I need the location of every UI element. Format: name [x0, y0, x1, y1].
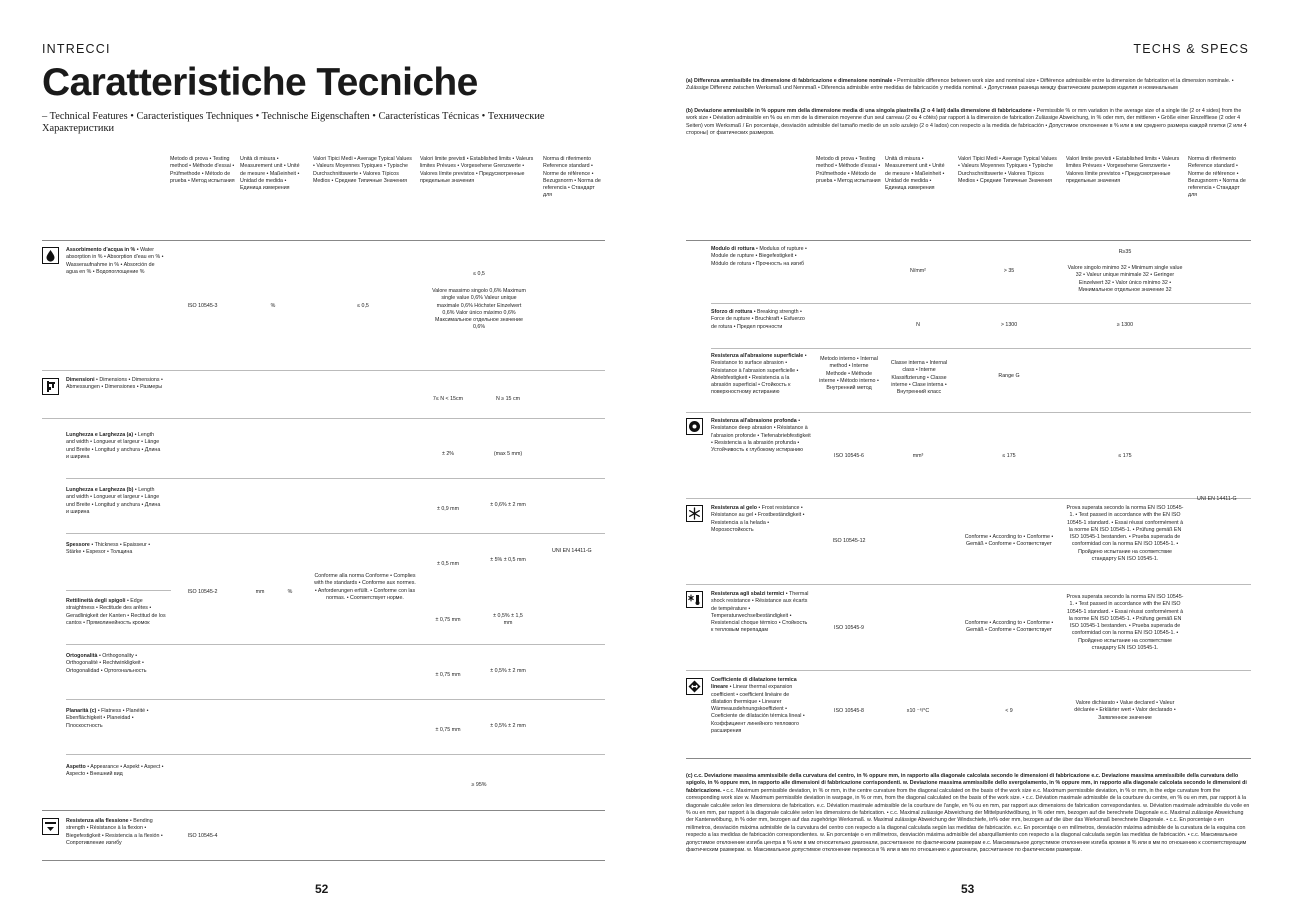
straightness-v2: ± 0,5% ± 1,5 mm [493, 613, 523, 627]
length-b-label: Lunghezza e Larghezza (b) • Length and width • Longueur et largeur • Länge und Breite • Longitud y anchura • Длина и ширина [66, 487, 161, 515]
rupture-typical: > 35 [1003, 268, 1015, 274]
header-method: Metodo di prova • Testing method • Méthode d'essai • Prüfmethode • Método de prueba • Метод испытания [170, 156, 235, 184]
straightness-v1: ± 0,75 mm [435, 617, 461, 623]
row-rule [711, 303, 1251, 304]
page-title: Caratteristiche Tecniche [42, 61, 478, 104]
thermal-expansion-label: Coefficiente di dilatazione termica lineare • Linear thermal expansion coefficient • coefficient linéaire de dilatation thermique • Linearer Wärmeausdehnungskoeffizient • Coeficiente de dilatación térmica lineal • Коэффициент линейного теплового расширения [711, 677, 805, 735]
frost-method: ISO 10545-12 [832, 538, 866, 544]
thermal-expansion-icon [686, 678, 703, 695]
thermal-shock-icon [686, 591, 703, 608]
rupture-limit-top: R≥35 [1118, 249, 1132, 255]
row-rule [42, 418, 605, 419]
header-standard: Norma di riferimento Reference standard • Norme de référence • Bezugsnorm • Norma de referencia • Стандарт для [543, 156, 601, 199]
water-typical: ≤ 0,5 [357, 303, 369, 309]
row-rule [66, 533, 605, 534]
frost-label: Resistenza al gelo • Frost resistance • Résistance au gel • Frostbeständigkeit • Resistencia a la helada • Морозостойкость [711, 505, 805, 533]
water-limit-top: ≤ 0,5 [473, 271, 485, 277]
bending-method: ISO 10545-4 [187, 833, 218, 839]
row-rule [66, 754, 605, 755]
table-bottom-rule [686, 758, 1251, 759]
row-rule [686, 670, 1251, 671]
thermal-shock-limit: Prova superata secondo la norma EN ISO 10545-1. • Test passed in accordance with the EN ISO 10545-1 standard. • Essai réussi conformément à la norme EN ISO 10545-1. • Prüfung gemäß EN ISO 10545-1 bestanden. • Prueba superada de conformidad con la norma EN ISO 10545-1. • Пройдено испытание на соответствие стандарту EN ISO 10545-1. [1066, 594, 1184, 652]
water-limit-text: Valore massimo singolo 0,6% Maximum single value 0,6% Valeur unique maximale 0,6% Höchster Einzelwert 0,6% Valor único máximo 0,6% Максимальное отдельное значение 0,6% [432, 288, 526, 331]
breaking-typical: > 1300 [1000, 322, 1018, 328]
table-top-rule [42, 240, 605, 241]
row-rule [66, 478, 605, 479]
water-method: ISO 10545-3 [187, 303, 218, 309]
dimensions-col1: 7≤ N < 15cm [432, 396, 464, 402]
water-unit: % [270, 303, 276, 309]
appearance-v1: ≥ 95% [471, 782, 487, 788]
orthogonality-label: Ortogonalità • Orthogonality • Orthogonalité • Rechtwinkligkeit • Ortogonalidad • Ортогональность [66, 653, 147, 674]
note-b: (b) Deviazione ammissibile in % oppure mm della dimensione media di una singola piastrella (2 o 4 lati) dalla dimensione di fabbricazione • Permissible % or mm variation in the average size of a single tile (2 or 4 sides) from the work size • Déviation admissible en % ou en mm de la dimension moyenne d'un seul carreau (2 ou 4 côtés) par rapport à la dimension de fabrication Zulässige Abweichung, in % oder mm, der mittleren • Größe einer Einzelfliese (2 oder 4 Seiten) vom Werksmaß / En porcentaje, desviación admisible del tamaño medio de un solo azulejo (2 o 4 lados) con respecto a la medida de fabricación • Допустимое отклонение в % или в мм среднего размера каждой плитки (2 или 4 стороны) от фактических размеров. [686, 108, 1247, 137]
breaking-limit: ≥ 1300 [1116, 322, 1134, 328]
deep-abrasion-method: ISO 10545-6 [833, 453, 865, 459]
deep-abrasion-unit: mm³ [912, 453, 924, 459]
page-number: 52 [315, 882, 329, 896]
thickness-v1: ± 0,5 mm [436, 561, 460, 567]
page-subtitle: – Technical Features • Caracteristiques Techniques • Technische Eigenschaften • Características Técnicas • Технические Характеристики [42, 111, 545, 135]
row-rule [66, 644, 605, 645]
thickness-label: Spessore • Thickness • Epaisseur • Stärke • Espesor • Толщина [66, 542, 151, 556]
row-rule [711, 348, 1251, 349]
bending-label: Resistenza alla flessione • Bending strength • Résistance à la flexion • Biegefestigkeit • Resistencia a la flexión • Сопротивление изгибу [66, 818, 163, 846]
header-method: Metodo di prova • Testing method • Méthode d'essai • Prüfmethode • Método de prueba • Метод испытания [816, 156, 881, 184]
water-drop-icon [42, 247, 59, 264]
thermal-expansion-unit: x10 ⁻⁶/°C [906, 708, 930, 714]
breaking-unit: N [916, 322, 920, 328]
length-b-v1: ± 0,9 mm [436, 506, 460, 512]
deep-abrasion-label: Resistenza all'abrasione profonda • Resistance deep abrasion • Résistance à l'abrasion profonde • Tiefenabriebfestigkeit • Resistencia a la abrasión profunda • Устойчивость к глубокому истиранию [711, 418, 811, 454]
header-unit: Unità di misura • Measurement unit • Unité de mesure • Maßeinheit • Unidad de medida • Единица измерения [240, 156, 300, 192]
straightness-label: Rettilineità degli spigoli • Edge straightness • Rectitude des arêtes • Geradlinigkeit der Kanten • Rectitud de los cantos • Прямолинейность кромок [66, 598, 166, 626]
dimensions-method: ISO 10545-2 [187, 589, 218, 595]
water-absorption-label: Assorbimento d'acqua in % • Water absorption in % • Absorption d'eau en % • Wasseraufnahme in % • Absorción de agua en % • Водопоглощение % [66, 247, 164, 275]
thermal-expansion-typical: < 9 [1005, 708, 1013, 714]
dimensions-standard: UNI EN 14411-G [552, 548, 592, 554]
thermal-shock-typical: Conforme • According to • Conforme • Gemäß • Conforme • Соответствует [964, 620, 1054, 634]
surface-abrasion-typical: Range G [998, 373, 1020, 379]
row-rule [42, 810, 605, 811]
caliper-icon [42, 378, 59, 395]
row-rule [686, 412, 1251, 413]
row-rule [66, 699, 605, 700]
orthogonality-v1: ± 0,75 mm [435, 672, 461, 678]
rupture-limit-text: Valore singolo minimo 32 • Minimum single value 32 • Valeur unique minimale 32 • Geringer Einzelwert 32 • Valor único mínimo 32 • Минимальное отдельное значение 32 [1067, 265, 1183, 293]
deep-abrasion-limit: ≤ 175 [1118, 453, 1132, 459]
frost-standard: UNI EN 14411-G [1197, 496, 1237, 502]
left-page [0, 0, 645, 920]
bending-icon [42, 818, 59, 835]
row-rule [42, 370, 605, 371]
table-bottom-rule [42, 860, 605, 861]
frost-typical: Conforme • According to • Conforme • Gemäß • Conforme • Соответствует [964, 534, 1054, 548]
length-a-v2: (max 5 mm) [493, 451, 523, 457]
snowflake-icon [686, 505, 703, 522]
dimensions-col2: N ≥ 15 cm [495, 396, 521, 402]
thermal-expansion-limit: Valore dichiarato • Value declared • Valeur déclarée • Erklärter wert • Valor declarado • Заявленное значение [1074, 700, 1176, 721]
rupture-label: Modulo di rottura • Modulus of rupture • Module de rupture • Biegefestigkeit • Módulo de rotura • Прочность на изгиб [711, 246, 807, 267]
header-expected: Valori limite previsti • Established limits • Valeurs limites Prévues • Vorgesehene Grenzwerte • Valores límite previstos • Предусмотренные предельные значения [420, 156, 534, 184]
row-rule [686, 498, 1251, 499]
surface-abrasion-method: Metodo interno • Internal method • Interne Methode • Méthode interne • Método interno • Внутренний метод [819, 356, 879, 392]
dimensions-unit-mm: mm [255, 589, 265, 595]
header-expected: Valori limite previsti • Established limits • Valeurs limites Prévues • Vorgesehene Grenzwerte • Valores límite previstos • Предусмотренные предельные значения [1066, 156, 1180, 184]
flatness-label: Planarità (c) • Flatness • Planéité • Ebenflächigkeit • Planeidad • Плоскостность [66, 708, 149, 729]
page-number: 53 [961, 882, 975, 896]
flatness-v2: ± 0,5% ± 2 mm [490, 723, 526, 729]
length-a-v1: ± 2% [441, 451, 455, 457]
row-rule [686, 584, 1251, 585]
note-c: (c) c.c. Deviazione massima ammissibile della curvatura del centro, in % oppure mm, in rapporto alla diagonale calcolata secondo le dimensioni di fabbricazione e.c. Deviazione massima ammissibile della curvatura dello spigolo, in % oppure mm, in rapporto alle dimensioni di fabbricazione corrispondenti. w. Deviazione massima ammissibile dello svergolamento, in % oppure mm, in rapporto alla diagonale calcolata secondo le dimensioni di fabbricazione. • c.c. Maximum permissible deviation, in % or mm, in the centre curvature from the diagonal calculated on the basis of the work size e.c. Maximum permissible deviation, in % or mm, in the edge curvature from the corresponding work size w. Maximum permissible deviation in warpage, in % or mm, from the diagonal calculated on the basis of the work size. • c.c. Déviation maximale admissible de la courbure du centre, en % ou en mm, par rapport à la diagonale calculée selon les dimensions de fabrication. e.c. Déviation maximale admissible de la courbure de l'angle, en % ou en mm, par rapport aux dimensions de fabrication correspondantes. w. Déviation maximale admissible du voile en % ou en mm, par rapport à la diagonale calculée selon les dimensions de fabrication. • c.c. Maximal zulässige Abweichung der Mittelpunktwölbung, in % oder mm, bezogen auf die berechnete Diagonale e.c. Maximal zulässige Abweichung der Kantenwölbung, in % oder mm, bezogen auf das zugehörige Werksmaß. w. Maximal zulässige Abweichung der Windschiefe, in% oder mm, bezogen auf die über das Werksmaß berechnete Diagonale. • c.c. En porcentaje o en milímetros, desviación máxima admisible de la curvatura del centro con respecto a la diagonal calculada según las medidas de fabricación. e.c. En porcentaje o en milímetros, desviación máxima admisible de la curvatura de la esquina con respecto a las medidas de fabricación correspondientes. w. En porcentaje o en milímetros, desviación máxima admisible del abarquillamiento con respecto a la diagonal calculada según las medidas de fabricación. • c.c. Максимальное допустимое отклонение изгиба центра в % или в мм относительно диагонали, рассчитанное по фактическим размерам e.c. Максимальное допустимое отклонение изгиба кромки в % или в мм по отношению к соответствующим фактическим размерам. w. Максимальное допустимое отклонение перекоса в % или в мм по отношению к диагонали, рассчитанное по фактическим размерам. [686, 773, 1250, 854]
header-typical: Valori Tipici Medi • Average Typical Values • Valeurs Moyennes Typiques • Typische Durchschnittswerte • Valores Típicos Medios • Средние Типичные Значения [958, 156, 1057, 184]
table-top-rule [686, 240, 1251, 241]
brand-name: INTRECCI [42, 42, 111, 56]
flatness-v1: ± 0,75 mm [435, 727, 461, 733]
dimensions-typical: Conforme alla norma Conforme • Complies with the standards • Conforme aux normes. • Anforderungen erfüllt. • Conforme con las normas. • Соответствует норме. [314, 573, 416, 601]
brand-name: TECHS & SPECS [1133, 42, 1249, 56]
deep-abrasion-typical: ≤ 175 [1002, 453, 1016, 459]
rupture-unit: N/mm² [910, 268, 926, 274]
frost-limit: Prova superata secondo la norma EN ISO 10545-1. • Test passed in accordance with the EN ISO 10545-1 standard. • Essai réussi conformément à la norme EN ISO 10545-1. • Prüfung gemäß EN ISO 10545-1 bestanden. • Prueba superada de conformidad con la norma EN ISO 10545-1. • Пройдено испытание на соответствие стандарту EN ISO 10545-1. [1066, 505, 1184, 563]
length-b-v2: ± 0,6% ± 2 mm [490, 502, 526, 508]
right-page [645, 0, 1291, 920]
dimensions-label: Dimensioni • Dimensions • Dimensions • Abmessungen • Dimensiones • Размеры [66, 377, 163, 391]
thermal-shock-label: Resistenza agli sbalzi termici • Thermal shock resistance • Résistance aux écarts de température • Temperaturwechselbeständigkeit • Resistencial choque térmico • Стойкость к тепловым перепадам [711, 591, 809, 634]
orthogonality-v2: ± 0,5% ± 2 mm [490, 668, 526, 674]
thickness-v2: ± 5% ± 0,5 mm [490, 557, 526, 563]
header-unit: Unità di misura • Measurement unit • Unité de mesure • Maßeinheit • Unidad de medida • Единица измерения [885, 156, 945, 192]
appearance-label: Aspetto • Appearance • Aspekt • Aspect • Aspecto • Внешний вид [66, 764, 164, 778]
thermal-expansion-method: ISO 10545-8 [833, 708, 865, 714]
thermal-shock-method: ISO 10545-9 [833, 625, 865, 631]
length-a-label: Lunghezza e Larghezza (a) • Length and width • Longueur et largeur • Länge und Breite • Longitud y anchura • Длина и ширина [66, 432, 161, 460]
header-typical: Valori Tipici Medi • Average Typical Values • Valeurs Moyennes Typiques • Typische Durchschnittswerte • Valores Típicos Medios • Средние Типичные Значения [313, 156, 412, 184]
abrasion-disc-icon [686, 418, 703, 435]
dimensions-unit-percent: % [287, 589, 293, 595]
row-rule [66, 590, 171, 591]
note-a: (a) Differenza ammissibile tra dimensione di fabbricazione e dimensione nominale • Permissible difference between work size and nominal size • Différence admissible entre la dimension de fabrication et la dimension nominale. • Zulässige Differenz zwischen Werksmaß und Nennmaß • Diferencia admisible entre medidas de fabricación y medida nominal. • Допустимая разница между фактическим размером изделия и номинальным [686, 78, 1234, 92]
header-standard: Norma di riferimento Reference standard • Norme de référence • Bezugsnorm • Norma de referencia • Стандарт для [1188, 156, 1246, 199]
surface-abrasion-label: Resistenza all'abrasione superficiale • Resistance to surface abrasion • Résistance à l'abrasion superficielle • Abriebfestigkeit • Resistencia a la abrasión superficial • Стойкость к поверхностному истиранию [711, 353, 807, 396]
breaking-label: Sforzo di rottura • Breaking strength • Force de rupture • Bruchkraft • Esfuerzo de rotura • Предел прочности [711, 309, 805, 330]
surface-abrasion-unit: Classe interna • Internal class • Interne Klassifizierung • Classe interne • Clase interna • Внутренний класс [890, 360, 948, 396]
